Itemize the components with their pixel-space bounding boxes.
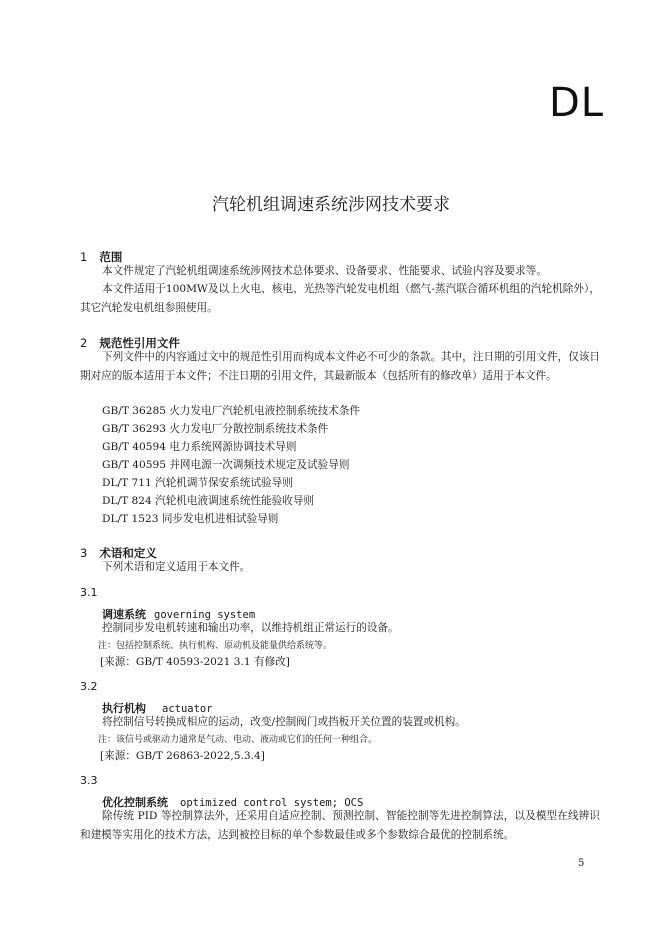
section-1-paragraph-2: 本文件适用于100MW及以上火电、核电、光热等汽轮发电机组（燃气-蒸汽联合循环机组的汽轮机除外），其它汽轮发电机组参照使用。 (80, 283, 600, 314)
term-number: 3.2 (80, 680, 98, 693)
reference-item: DL/T 711 汽轮机调节保安系统试验导则 (102, 477, 293, 489)
reference-item: GB/T 40595 并网电源一次调频技术规定及试验导则 (102, 459, 350, 471)
term-en: actuator (162, 703, 213, 715)
reference-item: DL/T 824 汽轮机电液调速系统性能验收导则 (102, 495, 315, 507)
reference-item: DL/T 1523 同步发电机进相试验导则 (102, 513, 279, 525)
term-en: optimized control system; OCS (180, 797, 364, 809)
term-cn: 优化控制系统 (102, 796, 168, 809)
term-definition: 将控制信号转换成相应的运动，改变/控制阀门或挡板开关位置的装置或机构。 (102, 716, 466, 728)
section-number: 1 (80, 250, 88, 264)
term-definition: 控制同步发电机转速和输出功率，以维持机组正常运行的设备。 (102, 622, 399, 634)
term-source: [来源：GB/T 26863-2022,5.3.4] (100, 750, 265, 762)
reference-item: GB/T 36285 火力发电厂汽轮机电液控制系统技术条件 (102, 405, 361, 417)
document-title: 汽轮机组调速系统涉网技术要求 (212, 195, 450, 215)
page-number: 5 (578, 858, 585, 869)
term-note: 注：包括控制系统、执行机构、原动机及能量供给系统等。 (98, 641, 333, 651)
term-en: governing system (154, 609, 256, 621)
section-3-paragraph: 下列术语和定义适用于本文件。 (102, 561, 251, 573)
section-title: 术语和定义 (99, 546, 157, 560)
reference-item: GB/T 36293 火力发电厂分散控制系统技术条件 (102, 423, 329, 435)
section-2-paragraph: 下列文件中的内容通过文中的规范性引用而构成本文件必不可少的条款。其中，注日期的引用文件，仅该日期对应的版本适用于本文件；不注日期的引用文件，其最新版本（包括所有的修改单）适用于本文件。 (80, 351, 600, 382)
section-title: 规范性引用文件 (99, 336, 180, 350)
term-source: [来源：GB/T 40593-2021 3.1 有修改] (100, 656, 290, 668)
standard-logo: DL (549, 80, 605, 126)
section-title: 范围 (99, 250, 123, 264)
term-definition: 除传统 PID 等控制算法外，还采用自适应控制、预测控制、智能控制等先进控制算法，以及模型在线辨识和建模等实用化的技术方法，达到被控目标的单个参数最佳或多个参数综合最优的控制系统。 (80, 810, 600, 841)
term-cn: 执行机构 (102, 702, 146, 715)
section-1-paragraph-1: 本文件规定了汽轮机组调速系统涉网技术总体要求、设备要求、性能要求、试验内容及要求等。 (102, 265, 547, 277)
term-number: 3.1 (80, 586, 98, 599)
term-number: 3.3 (80, 774, 98, 787)
section-number: 2 (80, 336, 88, 350)
term-cn: 调速系统 (102, 608, 146, 621)
term-note: 注：该信号或驱动力通常是气动、电动、液动或它们的任何一种组合。 (98, 735, 378, 745)
reference-item: GB/T 40594 电力系统网源协调技术导则 (102, 441, 297, 453)
section-number: 3 (80, 546, 88, 560)
